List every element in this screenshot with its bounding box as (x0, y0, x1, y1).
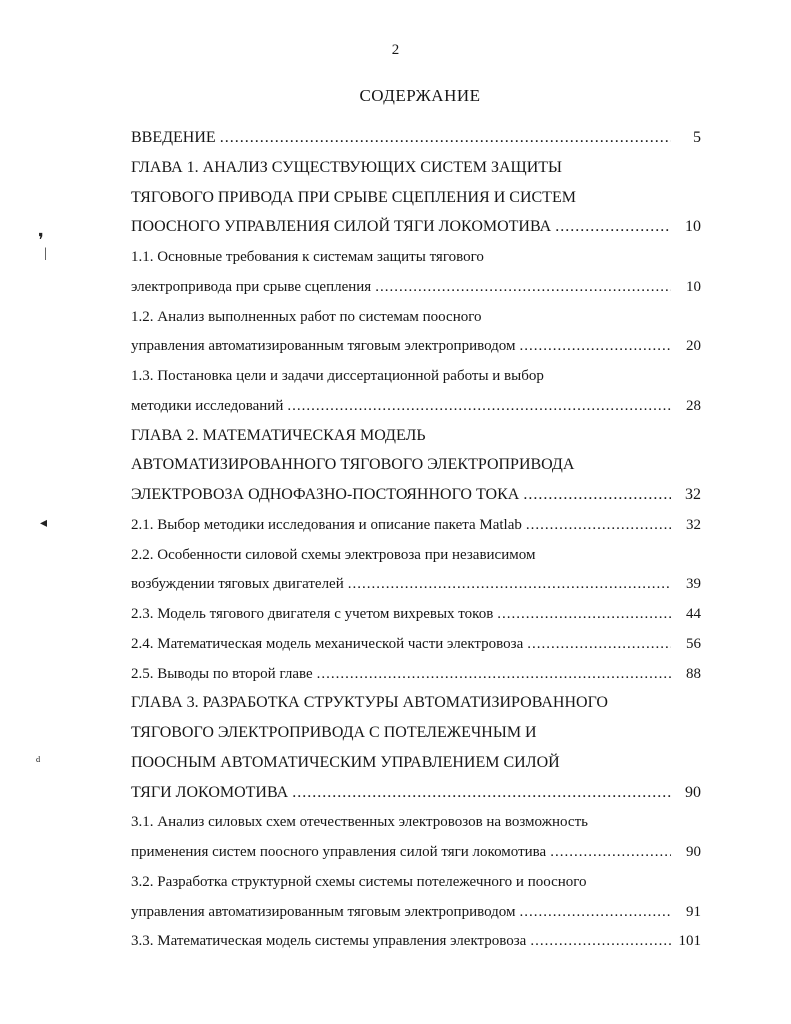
toc-line (131, 693, 701, 713)
toc-page-number: 91 (686, 903, 701, 920)
toc-page-number: 90 (686, 844, 701, 860)
toc-entry-text: ПООСНОГО УПРАВЛЕНИЯ СИЛОЙ ТЯГИ ЛОКОМОТИВА (131, 218, 552, 236)
toc-leader-dots (523, 485, 671, 505)
toc-entry-text: ВВЕДЕНИЕ (131, 129, 216, 146)
toc-entry-text: АВТОМАТИЗИРОВАННОГО ТЯГОВОГО ЭЛЕКТРОПРИВОДА (131, 456, 575, 474)
toc-page-number: 39 (686, 576, 701, 593)
toc-entry-text: управления автоматизированным тяговым электроприводом (131, 903, 516, 920)
toc-leader-dots (520, 336, 672, 356)
page-number: 2 (391, 42, 400, 58)
toc-line (131, 247, 701, 267)
toc-page-number: 90 (685, 783, 701, 801)
toc-leader-dots (497, 604, 671, 624)
toc-leader-dots (527, 634, 671, 654)
toc-line (131, 574, 701, 594)
toc-entry-text: 2.1. Выбор методики исследования и описание пакета Matlab (131, 516, 522, 533)
toc-line (131, 664, 701, 684)
toc-entry-text: ПООСНЫМ АВТОМАТИЧЕСКИМ УПРАВЛЕНИЕМ СИЛОЙ (131, 753, 560, 771)
toc-entry-text: ТЯГОВОГО ПРИВОДА ПРИ СРЫВЕ СЦЕПЛЕНИЯ И СИСТЕМ (131, 188, 576, 206)
toc-page-number: 32 (685, 486, 701, 503)
toc-entry-text: 2.4. Математическая модель механической части электровоза (131, 635, 524, 652)
toc-line (131, 366, 701, 386)
toc-line (131, 545, 701, 565)
scan-mark: ◂ (40, 516, 48, 531)
toc-leader-dots (555, 217, 671, 237)
toc-page-number: 44 (686, 606, 701, 622)
toc-entry-text: 3.2. Разработка структурной схемы системы потележечного и поосного (131, 873, 587, 890)
toc-leader-dots (317, 664, 671, 684)
toc-line (131, 307, 701, 327)
toc-entry-text: управления автоматизированным тяговым электроприводом (131, 338, 516, 355)
toc-line (131, 753, 701, 773)
toc-page-number: 10 (685, 218, 701, 236)
toc-line (131, 931, 701, 951)
toc-leader-dots (520, 902, 672, 922)
toc-leader-dots (526, 515, 671, 535)
toc-line (131, 277, 701, 297)
toc-entry-text: ГЛАВА 3. РАЗРАБОТКА СТРУКТУРЫ АВТОМАТИЗИРОВАННОГО (131, 694, 608, 712)
toc-entry-text: применения систем поосного управления силой тяги локомотива (131, 844, 547, 860)
toc-leader-dots (292, 783, 671, 803)
toc-entry-text: 2.3. Модель тягового двигателя с учетом вихревых токов (131, 606, 494, 622)
toc-line (131, 128, 701, 148)
toc-line (131, 336, 701, 356)
toc-line (131, 485, 701, 505)
toc-leader-dots (550, 842, 671, 862)
toc-line (131, 723, 701, 743)
toc-line (131, 842, 701, 862)
toc-page-number: 10 (686, 278, 701, 295)
toc-leader-dots (287, 396, 671, 416)
toc-line (131, 188, 701, 208)
toc-entry-text: ТЯГИ ЛОКОМОТИВА (131, 783, 289, 801)
toc-line (131, 217, 701, 237)
toc-entry-text: 1.2. Анализ выполненных работ по системам поосного (131, 308, 482, 325)
toc-line (131, 902, 701, 922)
scan-mark: ❜ (38, 230, 44, 250)
scan-mark: ᵈ (36, 755, 41, 770)
toc-page-number: 88 (686, 665, 701, 682)
toc-leader-dots (530, 931, 671, 951)
toc-line (131, 634, 701, 654)
toc-line (131, 783, 701, 803)
toc-page-number: 32 (686, 516, 701, 533)
scan-mark: | (44, 246, 47, 261)
toc-entry-text: возбуждении тяговых двигателей (131, 576, 344, 593)
toc-leader-dots (375, 277, 671, 297)
toc-entry-text: 2.5. Выводы по второй главе (131, 665, 313, 682)
toc-line (131, 455, 701, 475)
toc-entry-text: 3.1. Анализ силовых схем отечественных электровозов на возможность (131, 814, 588, 831)
toc-line (131, 158, 701, 178)
toc-entry-text: 3.3. Математическая модель системы управления электровоза (131, 933, 527, 950)
toc-line (131, 604, 701, 624)
toc-line (131, 426, 701, 446)
toc-entry-text: электропривода при срыве сцепления (131, 278, 372, 295)
toc-line (131, 515, 701, 535)
toc-leader-dots (220, 128, 671, 148)
toc-page-number: 28 (686, 397, 701, 414)
toc-entry-text: ЭЛЕКТРОВОЗА ОДНОФАЗНО-ПОСТОЯННОГО ТОКА (131, 486, 520, 503)
toc-page-number: 20 (686, 338, 701, 355)
toc-page-number: 56 (686, 635, 701, 652)
toc-page-number: 5 (693, 129, 701, 146)
toc-entry-text: ГЛАВА 2. МАТЕМАТИЧЕСКАЯ МОДЕЛЬ (131, 426, 426, 444)
toc-line (131, 396, 701, 416)
toc-line (131, 872, 701, 892)
toc-entry-text: 1.1. Основные требования к системам защиты тягового (131, 249, 484, 265)
toc-entry-text: методики исследований (131, 397, 284, 414)
toc-entry-text: 1.3. Постановка цели и задачи диссертационной работы и выбор (131, 368, 544, 384)
toc-entry-text: 2.2. Особенности силовой схемы электровоза при независимом (131, 546, 536, 563)
toc-line (131, 812, 701, 832)
toc-leader-dots (348, 574, 671, 594)
toc-page-number: 101 (678, 933, 701, 950)
toc-entry-text: ТЯГОВОГО ЭЛЕКТРОПРИВОДА С ПОТЕЛЕЖЕЧНЫМ И (131, 724, 537, 741)
toc-entry-text: ГЛАВА 1. АНАЛИЗ СУЩЕСТВУЮЩИХ СИСТЕМ ЗАЩИТЫ (131, 158, 562, 176)
page-title: СОДЕРЖАНИЕ (359, 86, 481, 105)
